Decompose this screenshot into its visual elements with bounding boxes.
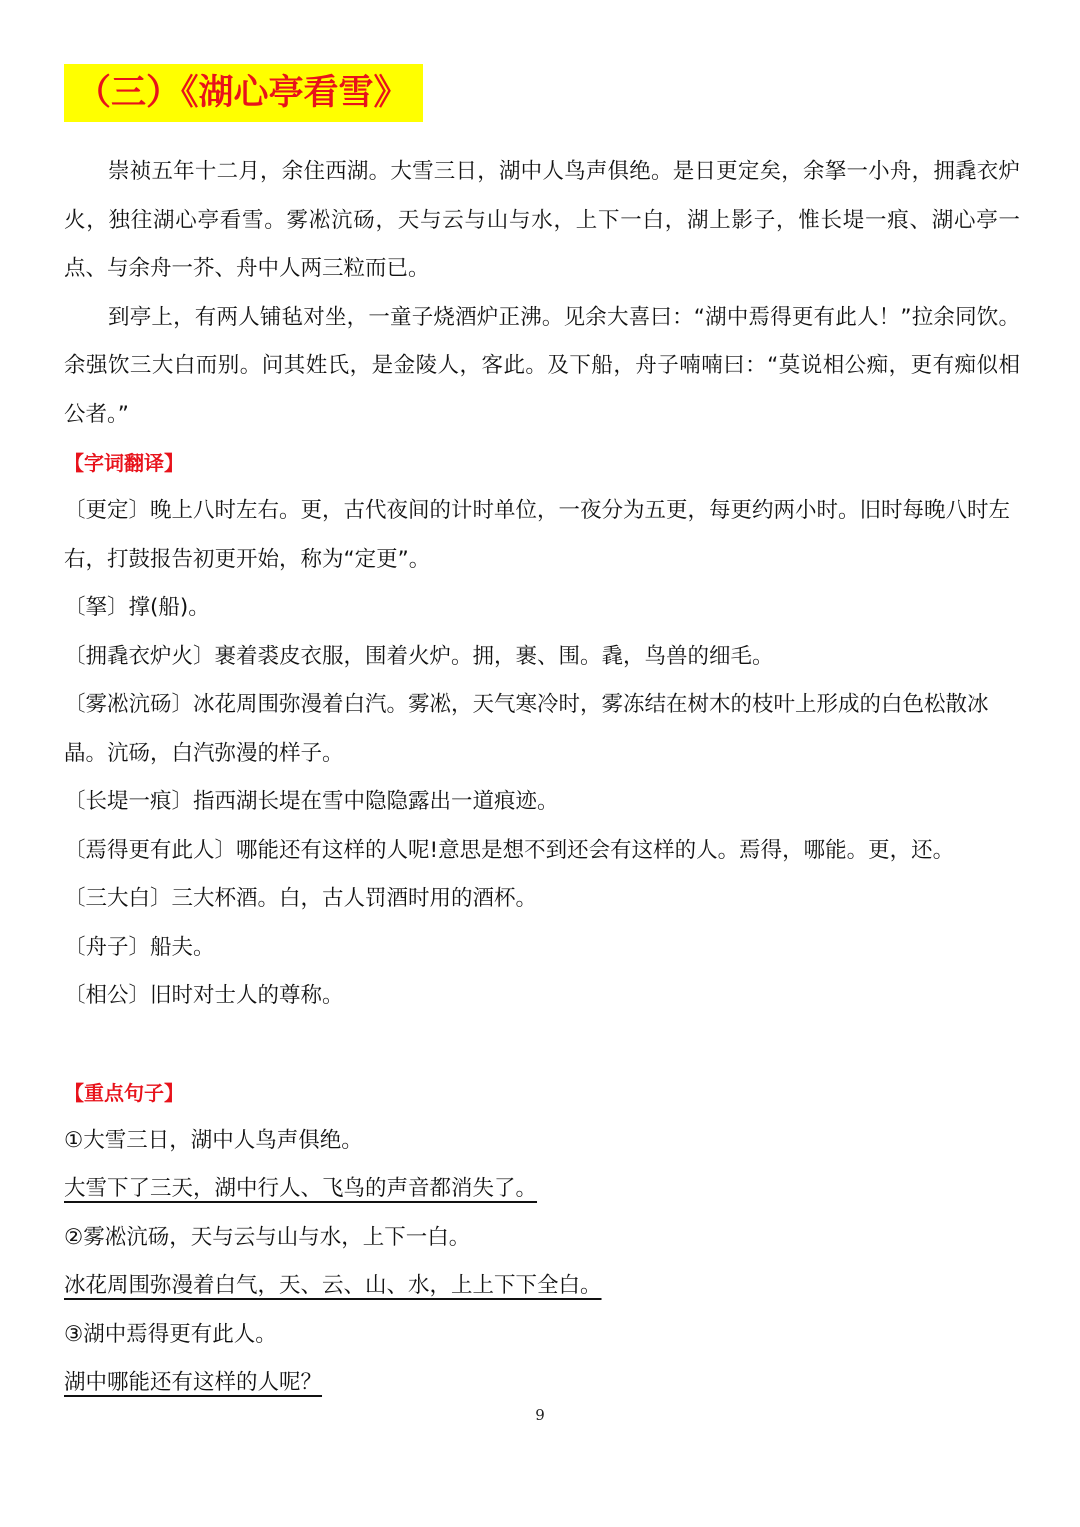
key-sentence-original: ③湖中焉得更有此人。 [64,1321,277,1347]
passage-paragraph-1: 崇祯五年十二月，余住西湖。大雪三日，湖中人鸟声俱绝。是日更定矣，余拏一小舟，拥毳衣炉火，独往湖心亭看雪。雾凇沆砀，天与云与山与水，上下一白，湖上影子，惟长堤一痕、湖心亭一点、与余舟一芥、舟中人两三粒而已。 [64,159,1020,281]
glossary-item: 〔舟子〕船夫。 [64,934,215,960]
glossary-item: 〔更定〕晚上八时左右。更，古代夜间的计时单位，一夜分为五更，每更约两小时。旧时每晚八时左右，打鼓报告初更开始，称为“定更”。 [64,498,1011,572]
section-title: （三）《湖心亭看雪》 [64,64,423,122]
key-sentence-translation-line [64,1262,1020,1311]
key-sentence-translation: 湖中哪能还有这样的人呢？ [64,1370,323,1395]
glossary-item: 〔长堤一痕〕指西湖长堤在雪中隐隐露出一道痕迹。 [64,789,559,814]
key-sentence-original: ①大雪三日，湖中人鸟声俱绝。 [64,1127,363,1153]
glossary-item: 〔相公〕旧时对士人的尊称。 [64,983,344,1008]
page-number: 9 [535,1406,545,1424]
key-sentence-translation-line [64,1359,1020,1408]
key-sentence-translation: 大雪下了三天，湖中行人、飞鸟的声音都消失了。 [64,1176,538,1201]
key-sentences-heading: 【重点句子】 [64,1080,184,1105]
glossary-item: 〔三大白〕三大杯酒。白，古人罚酒时用的酒杯。 [64,886,538,911]
glossary-heading: 【字词翻译】 [64,451,184,475]
glossary-item: 〔焉得更有此人〕哪能还有这样的人呢!意思是想不到还会有这样的人。焉得，哪能。更，还。 [64,837,955,863]
glossary-item: 〔拏〕撑(船)。 [64,595,210,620]
key-sentence-translation-line [64,1165,1020,1214]
glossary-item: 〔拥毳衣炉火〕裹着裘皮衣服，围着火炉。拥，裹、围。毳，鸟兽的细毛。 [64,643,774,669]
key-sentence-original: ②雾凇沆砀，天与云与山与水，上下一白。 [64,1224,471,1250]
passage-paragraph-2: 到亭上，有两人铺毡对坐，一童子烧酒炉正沸。见余大喜曰：“湖中焉得更有此人！”拉余同饮。余强饮三大白而别。问其姓氏，是金陵人，客此。及下船，舟子喃喃曰：“莫说相公痴，更有痴似相公者。” [64,304,1020,427]
document-body [64,148,1020,1408]
spacer [64,1021,1020,1069]
key-sentence-translation: 冰花周围弥漫着白气，天、云、山、水，上上下下全白。 [64,1273,602,1298]
glossary-item: 〔雾凇沆砀〕冰花周围弥漫着白汽。雾凇，天气寒冷时，雾冻结在树木的枝叶上形成的白色松散冰晶。沆砀，白汽弥漫的样子。 [64,692,989,766]
